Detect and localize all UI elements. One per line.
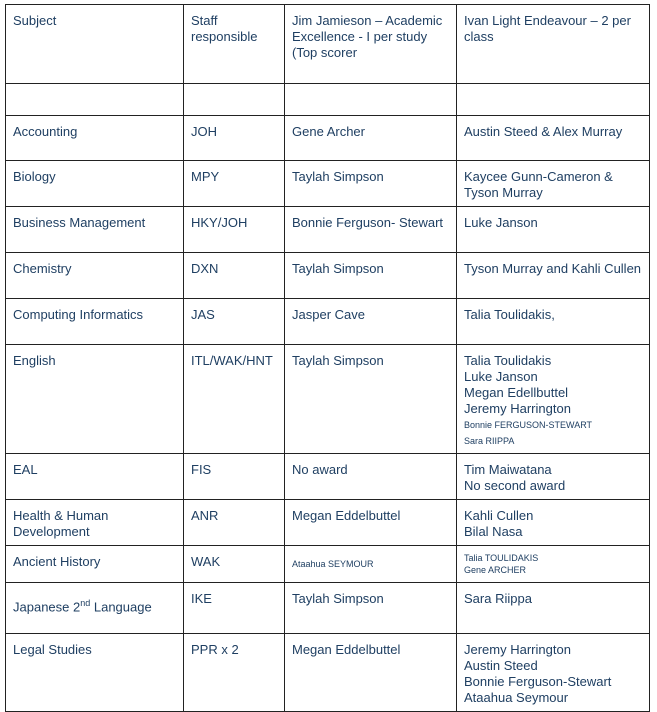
empty-row bbox=[6, 84, 650, 116]
table-row bbox=[6, 207, 650, 253]
subject-cell: Business Management bbox=[6, 207, 184, 253]
endeavour-cell bbox=[457, 345, 650, 454]
academic-cell: Gene Archer bbox=[285, 116, 457, 161]
table-row bbox=[6, 345, 650, 454]
endeavour-line: Tim Maiwatana bbox=[464, 462, 552, 477]
staff-cell: ANR bbox=[184, 500, 285, 546]
subject-text: Japanese 2 bbox=[13, 599, 81, 615]
academic-cell: Bonnie Ferguson- Stewart bbox=[285, 207, 457, 253]
table-row bbox=[6, 454, 650, 500]
endeavour-cell bbox=[457, 634, 650, 712]
academic-cell bbox=[285, 546, 457, 583]
table-row bbox=[6, 583, 650, 634]
endeavour-cell bbox=[457, 454, 650, 500]
table-row bbox=[6, 634, 650, 712]
awards-table bbox=[5, 4, 650, 712]
staff-cell: ITL/WAK/HNT bbox=[184, 345, 285, 454]
staff-cell: JAS bbox=[184, 299, 285, 345]
endeavour-line: Luke Janson bbox=[464, 369, 538, 384]
academic-cell: Jasper Cave bbox=[285, 299, 457, 345]
subject-cell: Health & Human Development bbox=[6, 500, 184, 546]
endeavour-cell bbox=[457, 546, 650, 583]
staff-cell: WAK bbox=[184, 546, 285, 583]
table-row bbox=[6, 161, 650, 207]
staff-cell: HKY/JOH bbox=[184, 207, 285, 253]
endeavour-line: Ataahua Seymour bbox=[464, 690, 569, 705]
endeavour-line: Sara Riippa bbox=[464, 591, 532, 606]
endeavour-line: Bonnie Ferguson-Stewart bbox=[464, 674, 612, 689]
academic-line-small: Ataahua SEYMOUR bbox=[292, 559, 374, 569]
subject-text-post: Language bbox=[90, 599, 152, 615]
subject-cell: Biology bbox=[6, 161, 184, 207]
academic-cell: Taylah Simpson bbox=[285, 583, 457, 634]
endeavour-line: Kaycee Gunn-Cameron & Tyson Murray bbox=[464, 169, 613, 200]
endeavour-line: Austin Steed & Alex Murray bbox=[464, 124, 623, 139]
endeavour-line: Kahli Cullen bbox=[464, 508, 534, 523]
endeavour-line-small: Gene ARCHER bbox=[464, 565, 527, 575]
endeavour-cell bbox=[457, 583, 650, 634]
subject-cell: EAL bbox=[6, 454, 184, 500]
table-row bbox=[6, 546, 650, 583]
endeavour-line: Luke Janson bbox=[464, 215, 538, 230]
endeavour-line: Megan Edellbuttel bbox=[464, 385, 569, 400]
table-row bbox=[6, 116, 650, 161]
academic-cell: Taylah Simpson bbox=[285, 253, 457, 299]
staff-cell: MPY bbox=[184, 161, 285, 207]
staff-cell: JOH bbox=[184, 116, 285, 161]
endeavour-line: Tyson Murray and Kahli Cullen bbox=[464, 261, 642, 276]
endeavour-cell bbox=[457, 299, 650, 345]
subject-cell: Legal Studies bbox=[6, 634, 184, 712]
academic-cell: Megan Eddelbuttel bbox=[285, 500, 457, 546]
header-subject: Subject bbox=[6, 5, 184, 84]
subject-cell: Chemistry bbox=[6, 253, 184, 299]
academic-cell: Megan Eddelbuttel bbox=[285, 634, 457, 712]
endeavour-cell bbox=[457, 116, 650, 161]
endeavour-line-small: Talia TOULIDAKIS bbox=[464, 553, 539, 563]
subject-ordinal: nd bbox=[80, 598, 91, 608]
table-row bbox=[6, 253, 650, 299]
staff-cell: PPR x 2 bbox=[184, 634, 285, 712]
endeavour-cell bbox=[457, 207, 650, 253]
staff-cell: FIS bbox=[184, 454, 285, 500]
endeavour-line-small: Sara RIIPPA bbox=[464, 436, 515, 446]
endeavour-cell bbox=[457, 253, 650, 299]
endeavour-line: Jeremy Harrington bbox=[464, 401, 571, 416]
endeavour-line-small: Bonnie FERGUSON-STEWART bbox=[464, 420, 593, 430]
subject-cell: Accounting bbox=[6, 116, 184, 161]
academic-cell: Taylah Simpson bbox=[285, 161, 457, 207]
staff-cell: IKE bbox=[184, 583, 285, 634]
academic-cell: No award bbox=[285, 454, 457, 500]
header-endeavour-award: Ivan Light Endeavour – 2 per class bbox=[457, 5, 650, 84]
endeavour-line: Bilal Nasa bbox=[464, 524, 523, 539]
academic-cell: Taylah Simpson bbox=[285, 345, 457, 454]
subject-cell bbox=[6, 583, 184, 634]
endeavour-line: Talia Toulidakis bbox=[464, 353, 552, 368]
header-staff: Staff responsible bbox=[184, 5, 285, 84]
endeavour-line: Austin Steed bbox=[464, 658, 538, 673]
endeavour-line: No second award bbox=[464, 478, 566, 493]
header-row bbox=[6, 5, 650, 84]
subject-cell: Computing Informatics bbox=[6, 299, 184, 345]
subject-cell: English bbox=[6, 345, 184, 454]
endeavour-line: Talia Toulidakis, bbox=[464, 307, 555, 322]
table-row bbox=[6, 500, 650, 546]
endeavour-cell bbox=[457, 500, 650, 546]
endeavour-cell bbox=[457, 161, 650, 207]
subject-cell: Ancient History bbox=[6, 546, 184, 583]
table-row bbox=[6, 299, 650, 345]
staff-cell: DXN bbox=[184, 253, 285, 299]
header-academic-award: Jim Jamieson – Academic Excellence - I per study (Top scorer bbox=[285, 5, 457, 84]
endeavour-line: Jeremy Harrington bbox=[464, 642, 571, 657]
